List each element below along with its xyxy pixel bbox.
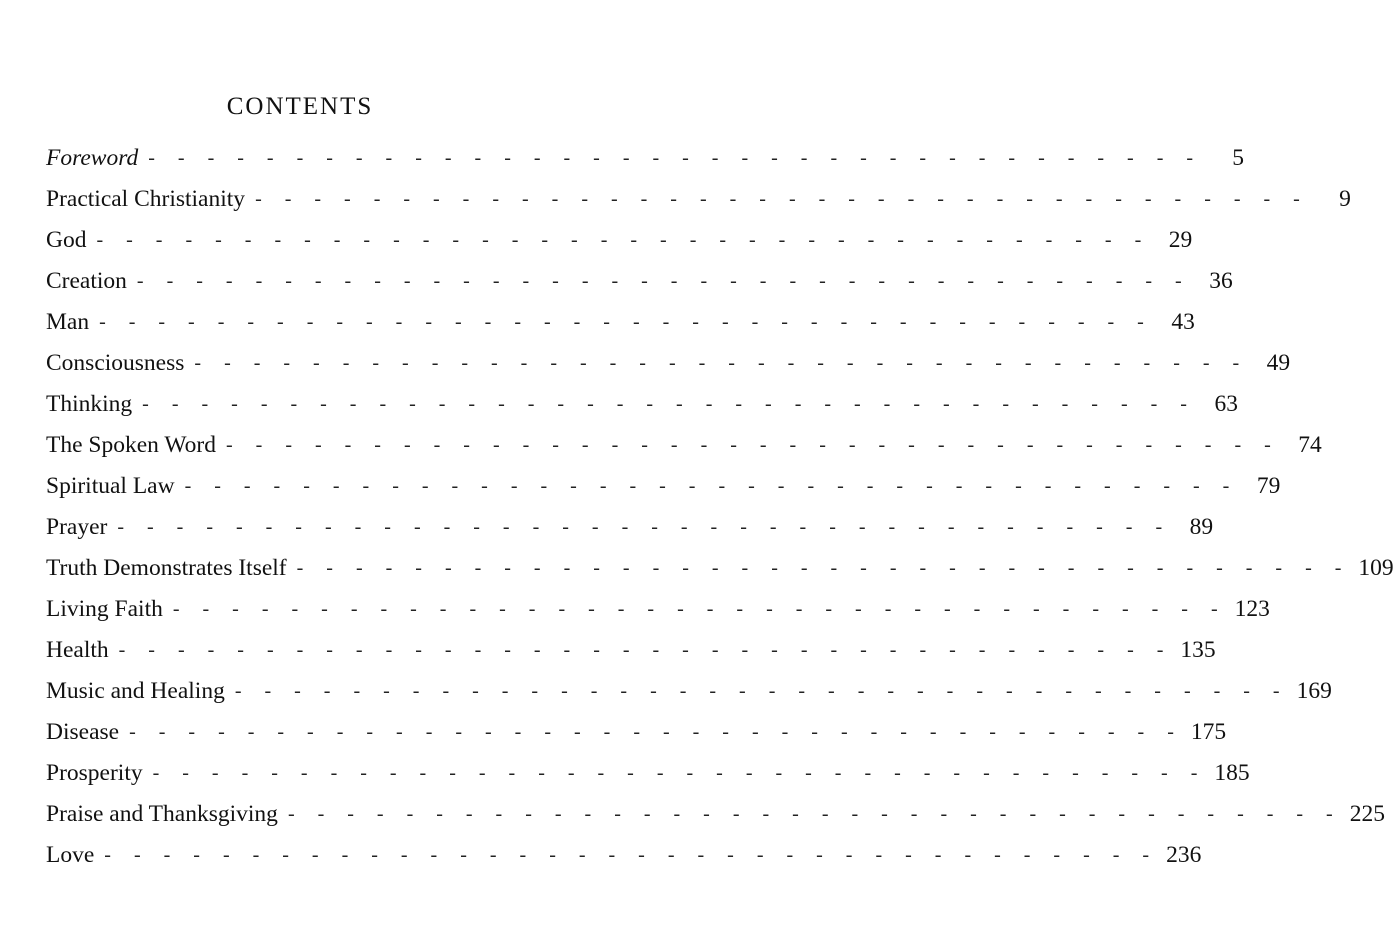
dot-leader: - - - - - - - - - - - - - - - - - - - - - - - - - - - - - - - - - - - - [104, 844, 1159, 866]
toc-entry [46, 589, 1270, 630]
toc-entry-page-number: 79 [1256, 473, 1281, 499]
toc-entry-page-number: 43 [1171, 309, 1195, 335]
dot-leader: - - - - - - - - - - - - - - - - - - - - - - - - - - - - - - - - - - - - [136, 270, 1191, 292]
toc-entry-page-number: 123 [1234, 596, 1270, 622]
toc-entry-title: Foreword [46, 145, 139, 171]
toc-entry [46, 179, 1351, 220]
toc-entry-title: Practical Christianity [46, 186, 246, 212]
dot-leader: - - - - - - - - - - - - - - - - - - - - - - - - - - - - - - - - - - - - [118, 639, 1173, 661]
toc-entry-title: Thinking [46, 391, 133, 417]
toc-entry-title: Love [46, 842, 95, 868]
toc-entry [46, 794, 1385, 835]
toc-entry-page-number: 9 [1339, 186, 1351, 212]
toc-entry-title: Truth Demonstrates Itself [46, 555, 287, 581]
toc-entry-title: Prosperity [46, 760, 143, 786]
toc-entry-page-number: 74 [1298, 432, 1322, 458]
toc-entry-title: Living Faith [46, 596, 163, 622]
toc-entry-page-number: 109 [1358, 555, 1394, 581]
toc-entry-page-number: 49 [1266, 350, 1291, 376]
toc-entry [46, 302, 1195, 343]
toc-entry-title: Creation [46, 268, 127, 294]
toc-entry-title: Praise and Thanksgiving [46, 801, 278, 827]
dot-leader: - - - - - - - - - - - - - - - - - - - - - - - - - - - - - - - - - - - - [226, 434, 1280, 456]
toc-entry-page-number: 63 [1214, 391, 1238, 417]
toc-entry-title: The Spoken Word [46, 432, 216, 458]
toc-entry [46, 671, 1332, 712]
toc-entry [46, 343, 1291, 384]
toc-entry-title: Health [46, 637, 109, 663]
toc-entry [46, 261, 1233, 302]
dot-leader: - - - - - - - - - - - - - - - - - - - - - - - - - - - - - - - - - - - - [96, 229, 1151, 251]
toc-entry [46, 384, 1238, 425]
toc-entry [46, 753, 1250, 794]
toc-entry-title: Music and Healing [46, 678, 225, 704]
toc-entry-page-number: 89 [1189, 514, 1214, 540]
dot-leader: - - - - - - - - - - - - - - - - - - - - - - - - - - - - - - - - - - - - [255, 188, 1309, 210]
toc-entry [46, 712, 1227, 753]
dot-leader: - - - - - - - - - - - - - - - - - - - - - - - - - - - - - - - - - - - - [117, 516, 1172, 538]
toc-entry-page-number: 236 [1166, 842, 1202, 868]
toc-entry [46, 138, 1245, 179]
toc-entry [46, 425, 1322, 466]
toc-entry [46, 835, 1202, 876]
dot-leader: - - - - - - - - - - - - - - - - - - - - - - - - - - - - - - - - - - - - [148, 147, 1203, 169]
toc-entry-title: Man [46, 309, 90, 335]
toc-entry-page-number: 185 [1214, 760, 1250, 786]
toc-entry-title: God [46, 227, 87, 253]
toc-entry-page-number: 169 [1296, 678, 1332, 704]
toc-entry-title: Disease [46, 719, 120, 745]
dot-leader: - - - - - - - - - - - - - - - - - - - - - - - - - - - - - - - - - - - - [129, 721, 1183, 743]
toc-entry-page-number: 225 [1349, 801, 1385, 827]
dot-leader: - - - - - - - - - - - - - - - - - - - - - - - - - - - - - - - - - - - - [152, 762, 1207, 784]
toc-entry-title: Prayer [46, 514, 108, 540]
dot-leader: - - - - - - - - - - - - - - - - - - - - - - - - - - - - - - - - - - - - [184, 475, 1239, 497]
dot-leader: - - - - - - - - - - - - - - - - - - - - - - - - - - - - - - - - - - - - [234, 680, 1289, 702]
contents-heading: CONTENTS [226, 93, 374, 120]
toc-entry [46, 507, 1214, 548]
table-of-contents [46, 138, 1394, 876]
toc-entry-page-number: 5 [1232, 145, 1245, 171]
dot-leader: - - - - - - - - - - - - - - - - - - - - - - - - - - - - - - - - - - - - [142, 393, 1196, 415]
dot-leader: - - - - - - - - - - - - - - - - - - - - - - - - - - - - - - - - - - - - [296, 557, 1351, 579]
toc-entry [46, 466, 1281, 507]
dot-leader: - - - - - - - - - - - - - - - - - - - - - - - - - - - - - - - - - - - - [287, 803, 1342, 825]
toc-entry-page-number: 135 [1180, 637, 1216, 663]
toc-entry-page-number: 29 [1168, 227, 1193, 253]
dot-leader: - - - - - - - - - - - - - - - - - - - - - - - - - - - - - - - - - - - - [172, 598, 1227, 620]
toc-entry [46, 548, 1394, 589]
toc-entry [46, 630, 1216, 671]
dot-leader: - - - - - - - - - - - - - - - - - - - - - - - - - - - - - - - - - - - - [99, 311, 1153, 333]
toc-entry-title: Consciousness [46, 350, 185, 376]
toc-entry-page-number: 36 [1209, 268, 1233, 294]
dot-leader: - - - - - - - - - - - - - - - - - - - - - - - - - - - - - - - - - - - - [194, 352, 1249, 374]
toc-entry [46, 220, 1193, 261]
toc-entry-title: Spiritual Law [46, 473, 175, 499]
toc-entry-page-number: 175 [1190, 719, 1227, 745]
